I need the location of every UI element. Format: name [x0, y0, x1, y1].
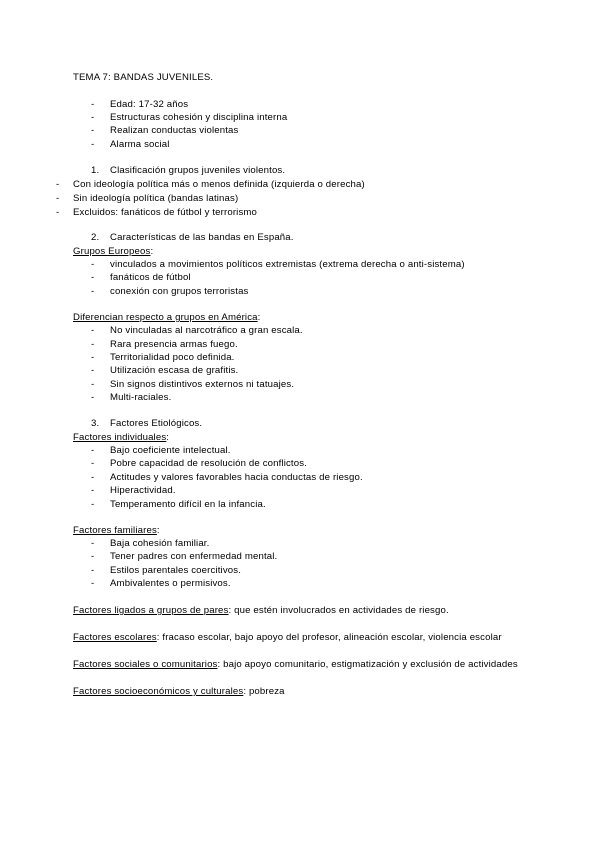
list-item: vinculados a movimientos políticos extremistas (extrema derecha o anti-sistema) — [110, 259, 465, 270]
section-number: 1. — [91, 165, 100, 176]
subheading-label: Diferencian respecto a grupos en América — [73, 312, 258, 323]
bullet-dash: - — [56, 193, 60, 204]
section-heading: Características de las bandas en España. — [110, 232, 294, 243]
list-item: Temperamento difícil en la infancia. — [110, 499, 266, 510]
list-item: Estilos parentales coercitivos. — [110, 565, 242, 576]
subheading-familiares — [73, 525, 160, 537]
bullet-dash: - — [91, 272, 95, 283]
list-item: Edad: 17-32 años — [110, 99, 189, 110]
factor-label: Factores socioeconómicos y culturales — [73, 686, 244, 697]
list-item: Actitudes y valores favorables hacia conductas de riesgo. — [110, 472, 363, 483]
list-item: Realizan conductas violentas — [110, 125, 239, 136]
list-item: No vinculadas al narcotráfico a gran escala. — [110, 325, 303, 336]
subheading-colon: : — [257, 312, 261, 323]
subheading-colon: : — [156, 525, 160, 536]
list-item: conexión con grupos terroristas — [110, 286, 249, 297]
list-item: Baja cohesión familiar. — [110, 538, 210, 549]
bullet-dash: - — [91, 499, 95, 510]
list-item: Tener padres con enfermedad mental. — [110, 551, 278, 562]
list-item: Excluidos: fanáticos de fútbol y terrorismo — [73, 207, 258, 218]
bullet-dash: - — [91, 112, 95, 123]
bullet-dash: - — [91, 392, 95, 403]
list-item: Estructuras cohesión y disciplina interna — [110, 112, 288, 123]
bullet-dash: - — [91, 365, 95, 376]
section-number: 2. — [91, 232, 100, 243]
subheading-label: Factores familiares — [73, 525, 157, 536]
list-item: Sin ideología política (bandas latinas) — [73, 193, 239, 204]
factor-text: : pobreza — [243, 686, 285, 697]
document-title: TEMA 7: BANDAS JUVENILES. — [73, 72, 214, 83]
bullet-dash: - — [91, 352, 95, 363]
subheading-individuales — [73, 432, 169, 444]
factor-sociales — [73, 659, 518, 671]
bullet-dash: - — [91, 538, 95, 549]
factor-text: : que estén involucrados en actividades de riesgo. — [228, 605, 449, 616]
list-item: Multi-raciales. — [110, 392, 172, 403]
list-item: Utilización escasa de grafitis. — [110, 365, 239, 376]
list-item: Hiperactividad. — [110, 485, 176, 496]
bullet-dash: - — [91, 551, 95, 562]
bullet-dash: - — [91, 339, 95, 350]
bullet-dash: - — [91, 286, 95, 297]
factor-label: Factores sociales o comunitarios — [73, 659, 218, 670]
section-heading: Clasificación grupos juveniles violentos. — [110, 165, 286, 176]
factor-escolares — [73, 632, 502, 644]
subheading-label: Factores individuales — [73, 432, 167, 443]
bullet-dash: - — [91, 125, 95, 136]
list-item: Sin signos distintivos externos ni tatuajes. — [110, 379, 295, 390]
section-number: 3. — [91, 418, 100, 429]
subheading-colon: : — [150, 246, 154, 257]
bullet-dash: - — [91, 99, 95, 110]
bullet-dash: - — [91, 472, 95, 483]
section-heading: Factores Etiológicos. — [110, 418, 203, 429]
factor-text: : bajo apoyo comunitario, estigmatización y exclusión de actividades — [217, 659, 518, 670]
bullet-dash: - — [91, 578, 95, 589]
factor-label: Factores escolares — [73, 632, 157, 643]
list-item: Ambivalentes o permisivos. — [110, 578, 231, 589]
list-item: fanáticos de fútbol — [110, 272, 191, 283]
bullet-dash: - — [91, 485, 95, 496]
bullet-dash: - — [91, 445, 95, 456]
bullet-dash: - — [56, 179, 60, 190]
list-item: Pobre capacidad de resolución de conflictos. — [110, 458, 307, 469]
list-item: Territorialidad poco definida. — [110, 352, 235, 363]
factor-text: : fracaso escolar, bajo apoyo del profesor, alineación escolar, violencia escolar — [156, 632, 502, 643]
list-item: Alarma social — [110, 139, 170, 150]
factor-pares — [73, 605, 449, 617]
subheading-grupos-europeos — [73, 246, 153, 258]
bullet-dash: - — [91, 458, 95, 469]
bullet-dash: - — [91, 325, 95, 336]
bullet-dash: - — [56, 207, 60, 218]
bullet-dash: - — [91, 379, 95, 390]
subheading-colon: : — [166, 432, 170, 443]
list-item: Con ideología política más o menos definida (izquierda o derecha) — [73, 179, 365, 190]
bullet-dash: - — [91, 139, 95, 150]
list-item: Rara presencia armas fuego. — [110, 339, 238, 350]
subheading-label: Grupos Europeos — [73, 246, 151, 257]
factor-label: Factores ligados a grupos de pares — [73, 605, 229, 616]
bullet-dash: - — [91, 259, 95, 270]
bullet-dash: - — [91, 565, 95, 576]
subheading-diferencian — [73, 312, 260, 324]
list-item: Bajo coeficiente intelectual. — [110, 445, 231, 456]
factor-socioeconomicos — [73, 686, 285, 698]
